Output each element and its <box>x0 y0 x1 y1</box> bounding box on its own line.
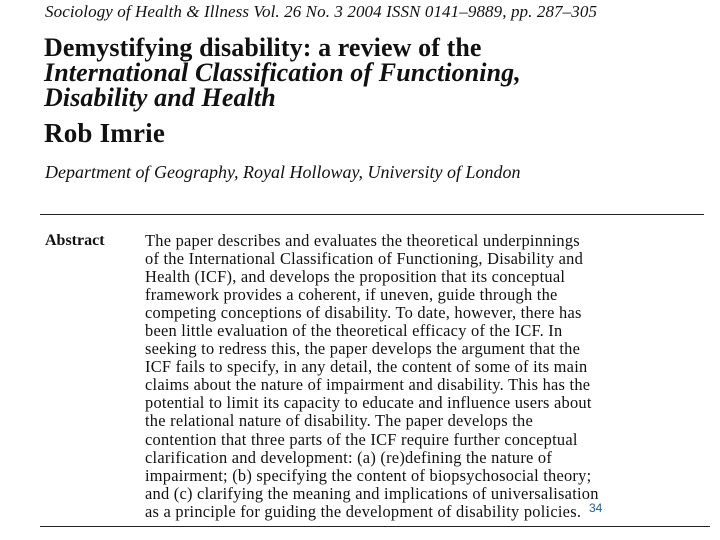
abstract-line: clarification and development: (a) (re)defining the nature of <box>145 447 553 467</box>
abstract-line: ICF fails to specify, in any detail, the content of some of its main <box>145 357 588 377</box>
abstract-line: impairment; (b) specifying the content of biopsychosocial theory; <box>145 465 592 485</box>
author-name: Rob Imrie <box>44 118 166 148</box>
abstract-line: framework provides a coherent, if uneven, guide through the <box>145 285 558 305</box>
abstract-line: been little evaluation of the theoretical efficacy of the ICF. In <box>145 321 563 341</box>
abstract-line: contention that three parts of the ICF require further conceptual <box>145 429 578 449</box>
title-line: International Classification of Functioning, <box>44 58 521 87</box>
paper-title <box>44 35 699 110</box>
abstract-line: the relational nature of disability. The paper develops the <box>145 411 533 431</box>
abstract-line: potential to limit its capacity to educate and influence users about <box>145 393 592 413</box>
abstract-line: Health (ICF), and develops the proposition that its conceptual <box>145 267 566 287</box>
journal-reference: Sociology of Health & Illness Vol. 26 No. 3 2004 ISSN 0141–9889, pp. 287–305 <box>45 2 598 21</box>
title-line: Demystifying disability: a review of the <box>44 33 482 62</box>
abstract-line: The paper describes and evaluates the theoretical underpinnings <box>145 231 580 250</box>
bottom-divider <box>40 526 710 527</box>
abstract-body <box>145 232 715 521</box>
author-affiliation: Department of Geography, Royal Holloway, University of London <box>45 162 521 182</box>
abstract-line: claims about the nature of impairment and disability. This has the <box>145 375 591 395</box>
abstract-line: and (c) clarifying the meaning and implications of universalisation <box>145 483 599 503</box>
abstract-heading: Abstract <box>45 232 105 249</box>
page-number: 34 <box>589 501 603 515</box>
abstract-line: of the International Classification of Functioning, Disability and <box>145 249 584 269</box>
title-line: Disability and Health <box>44 83 276 112</box>
top-divider <box>40 214 704 215</box>
abstract-line: competing conceptions of disability. To date, however, there has <box>145 303 582 323</box>
abstract-line: as a principle for guiding the development of disability policies. <box>145 501 582 521</box>
abstract-line: seeking to redress this, the paper develops the argument that the <box>145 339 581 359</box>
